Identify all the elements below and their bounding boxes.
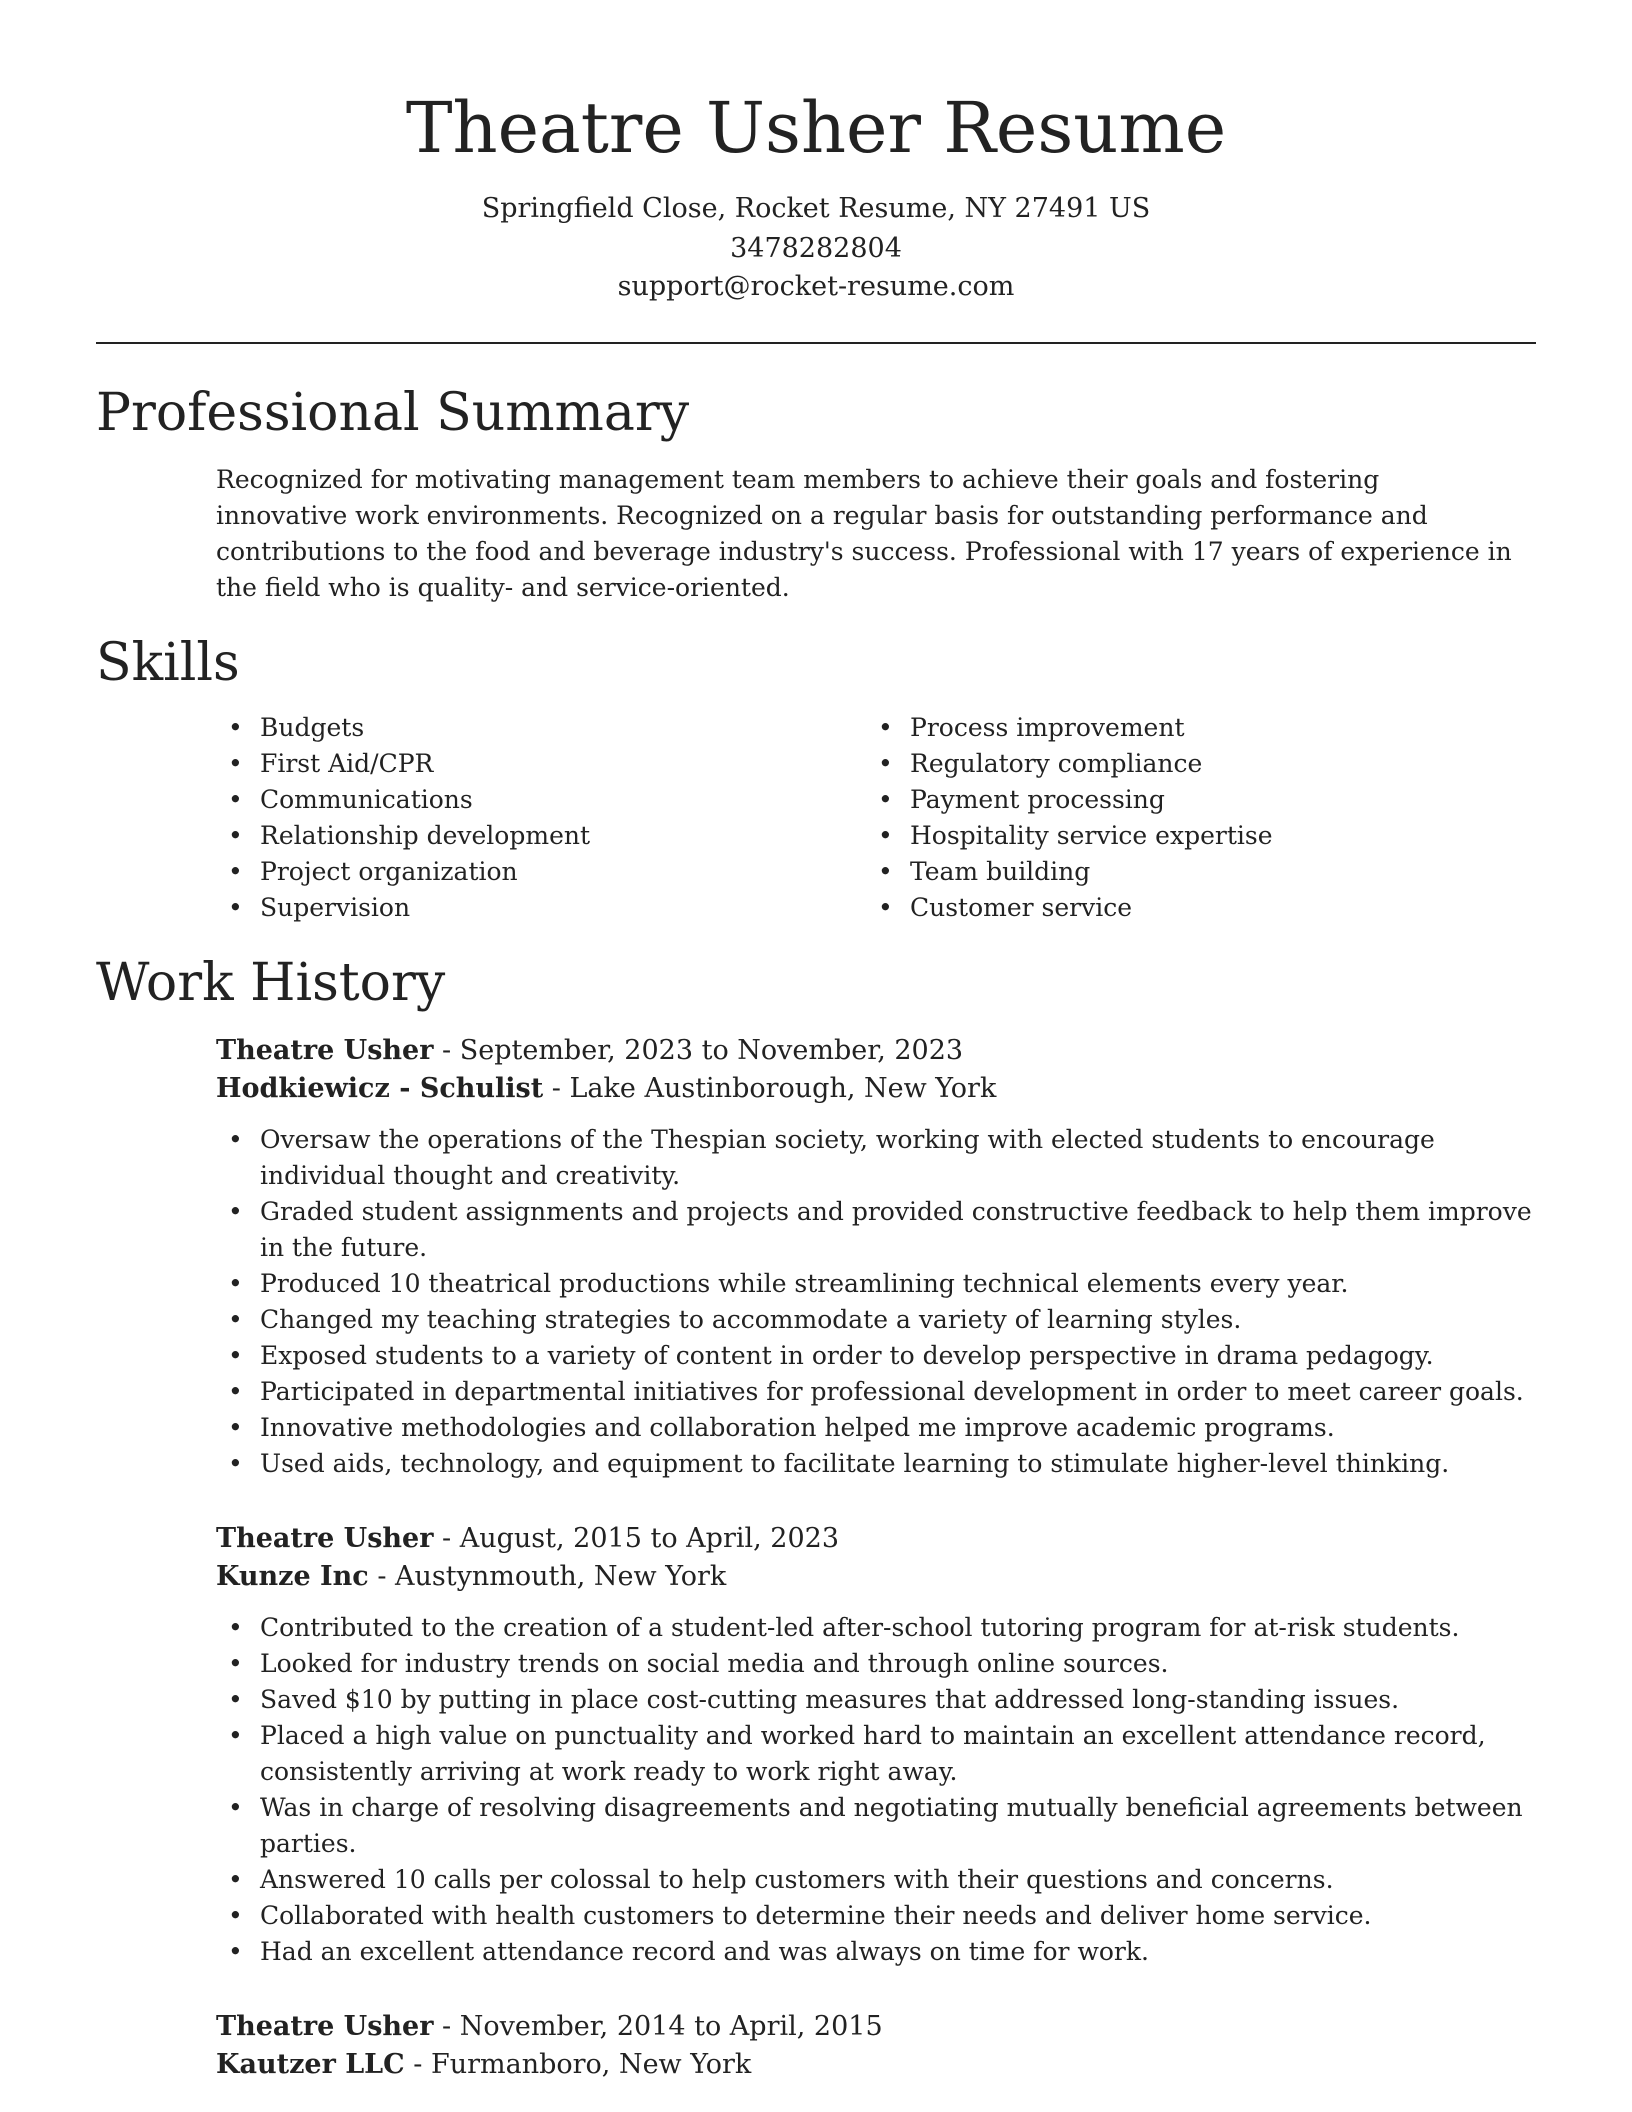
job-company: Hodkiewicz - Schulist xyxy=(216,1073,544,1104)
job-bullet: • Collaborated with health customers to determine their needs and deliver home service. xyxy=(216,1898,1536,1934)
job-company: Kautzer LLC xyxy=(216,2049,405,2080)
skill-item: • Relationship development xyxy=(216,818,836,854)
job-location: - Austynmouth, New York xyxy=(368,1561,727,1592)
job-bullet: • Looked for industry trends on social media and through online sources. xyxy=(216,1646,1536,1682)
summary-text: Recognized for motivating management team members to achieve their goals and fostering innovative work environments. Recognized on a regular basis for outstanding performance and contributions to the food and beverage industry's success. Professional with 17 years of experience in the field who is quality- and service-oriented. xyxy=(216,465,1512,602)
job-title-line xyxy=(216,1032,1536,1070)
job-location: - Lake Austinborough, New York xyxy=(543,1073,997,1104)
skill-item: • Regulatory compliance xyxy=(866,746,1486,782)
job-bullet: • Graded student assignments and projects and provided constructive feedback to help them improve in the future. xyxy=(216,1194,1536,1266)
job-entry xyxy=(216,2008,1536,2084)
skill-item: • Team building xyxy=(866,854,1486,890)
header-divider xyxy=(96,342,1536,344)
job-bullet: • Innovative methodologies and collaboration helped me improve academic programs. xyxy=(216,1410,1536,1446)
job-title: Theatre Usher xyxy=(216,2011,434,2042)
skill-item: • Hospitality service expertise xyxy=(866,818,1486,854)
job-company-line xyxy=(216,2046,1536,2084)
job-bullet: • Saved $10 by putting in place cost-cutting measures that addressed long-standing issues. xyxy=(216,1682,1536,1718)
job-bullet: • Changed my teaching strategies to accommodate a variety of learning styles. xyxy=(216,1302,1536,1338)
contact-email: support@rocket-resume.com xyxy=(617,271,1015,302)
contact-phone: 3478282804 xyxy=(730,233,902,264)
job-dates: - August, 2015 to April, 2023 xyxy=(433,1523,839,1554)
job-title: Theatre Usher xyxy=(216,1523,434,1554)
skill-item: • Customer service xyxy=(866,890,1486,926)
skill-item: • Payment processing xyxy=(866,782,1486,818)
skill-item: • Project organization xyxy=(216,854,836,890)
job-company-line xyxy=(216,1558,1536,1596)
job-entry xyxy=(216,1032,1536,1482)
job-bullet: • Answered 10 calls per colossal to help customers with their questions and concerns. xyxy=(216,1862,1536,1898)
job-bullet: • Used aids, technology, and equipment to facilitate learning to stimulate higher-level thinking. xyxy=(216,1446,1536,1482)
work-history-heading: Work History xyxy=(96,953,446,1013)
job-company-line xyxy=(216,1070,1536,1108)
contact-address: Springfield Close, Rocket Resume, NY 27491 US xyxy=(481,193,1151,224)
skill-item: • Communications xyxy=(216,782,836,818)
skill-item: • Process improvement xyxy=(866,710,1486,746)
job-company: Kunze Inc xyxy=(216,1561,369,1592)
job-bullet: • Exposed students to a variety of content in order to develop perspective in drama pedagogy. xyxy=(216,1338,1536,1374)
job-location: - Furmanboro, New York xyxy=(404,2049,752,2080)
job-bullet: • Was in charge of resolving disagreements and negotiating mutually beneficial agreements between parties. xyxy=(216,1790,1536,1862)
job-bullet: • Oversaw the operations of the Thespian society, working with elected students to encourage individual thought and creativity. xyxy=(216,1122,1536,1194)
skill-item: • First Aid/CPR xyxy=(216,746,836,782)
job-dates: - November, 2014 to April, 2015 xyxy=(433,2011,883,2042)
skill-item: • Budgets xyxy=(216,710,836,746)
job-bullet: • Contributed to the creation of a student-led after-school tutoring program for at-risk students. xyxy=(216,1610,1536,1646)
job-dates: - September, 2023 to November, 2023 xyxy=(433,1035,964,1066)
job-bullet: • Produced 10 theatrical productions while streamlining technical elements every year. xyxy=(216,1266,1536,1302)
job-title-line xyxy=(216,1520,1536,1558)
job-bullet: • Placed a high value on punctuality and worked hard to maintain an excellent attendance record, consistently arriving at work ready to work right away. xyxy=(216,1718,1536,1790)
job-bullet: • Had an excellent attendance record and was always on time for work. xyxy=(216,1934,1536,1970)
summary-heading: Professional Summary xyxy=(96,383,690,443)
resume-title: Theatre Usher Resume xyxy=(405,87,1227,169)
job-bullet: • Participated in departmental initiatives for professional development in order to meet career goals. xyxy=(216,1374,1536,1410)
job-title: Theatre Usher xyxy=(216,1035,434,1066)
job-entry xyxy=(216,1520,1536,1970)
job-title-line xyxy=(216,2008,1536,2046)
skills-list-left xyxy=(216,710,836,926)
skills-list-right xyxy=(866,710,1486,926)
skills-heading: Skills xyxy=(96,633,240,693)
skill-item: • Supervision xyxy=(216,890,836,926)
job-bullets xyxy=(216,1610,1536,1970)
job-bullets xyxy=(216,1122,1536,1482)
